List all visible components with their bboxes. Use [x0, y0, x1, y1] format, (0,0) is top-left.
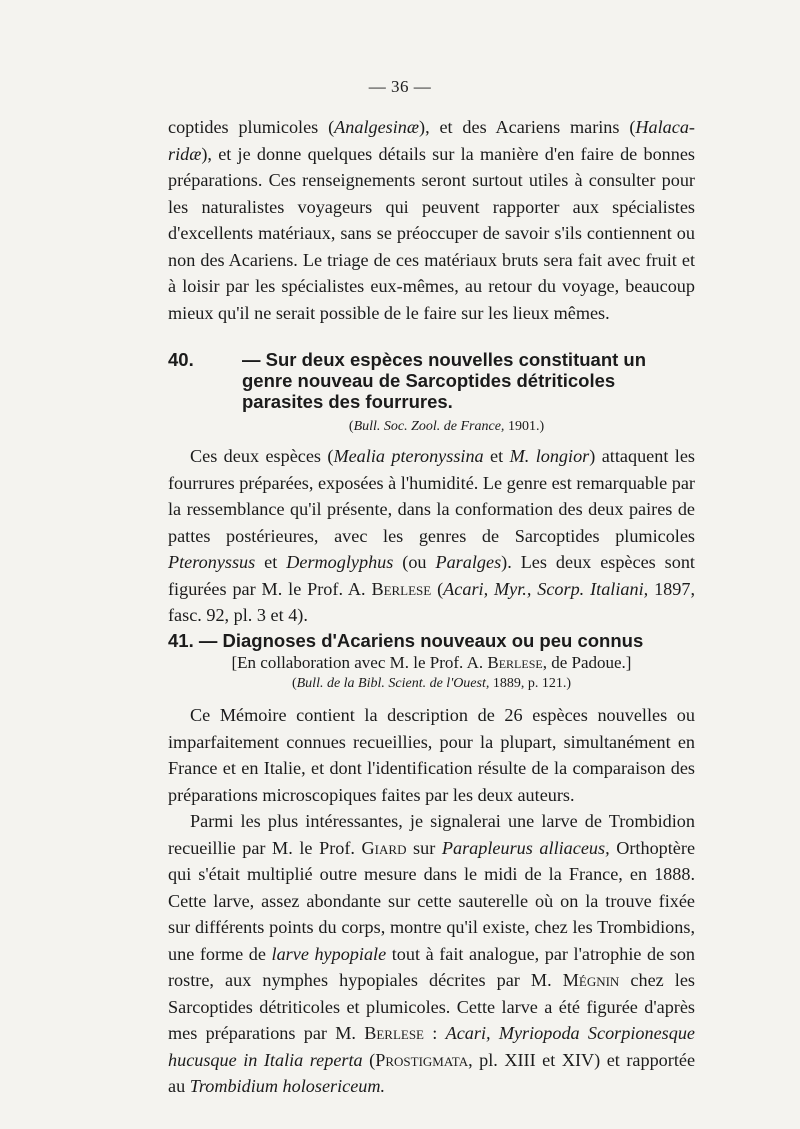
text-run: ) attaquent les fourrures préparées, exposées à l'humidité. Le genre est remarquable par la ressemblance qu'il présente, dans la conformation des deux paires de pattes postérieures, avec les genres de Sarcoptides plumicoles [168, 446, 695, 546]
italic-run: Pteronyssus [168, 552, 256, 572]
text-run: ), et des Acariens marins ( [419, 117, 636, 137]
text-run: [En collaboration avec M. le Prof. A. [231, 653, 488, 672]
section-40-heading [168, 349, 695, 412]
text-run: ), et je donne quelques détails sur la manière d'en faire de bonnes préparations. Ces renseignements seront surtout utiles à consulter pour les naturalistes voyageurs qui peuvent rapporter aux spécialistes d'excellents matériaux, sans se préoccuper de savoir s'ils contiennent ou non des Acariens. Le triage de ces matériaux bruts sera fait avec fruit et à loisir par les spécialistes eux-mêmes, au retour du voyage, beaucoup mieux qu'il ne serait possible de le faire sur les lieux mêmes. [168, 143, 695, 323]
section-number: 41. [168, 630, 194, 651]
text-run: (ou [393, 552, 436, 572]
text-run: Orthoptère qui s'était multiplié outre mesure dans le midi de la France, en 1888. Cette larve, assez abondante sur cette sauterelle où on la trouve fixée sur différents points du corps, montre qu'il existe, chez les Trombidions, une forme de [168, 837, 696, 964]
text-run: : [424, 1023, 446, 1043]
section-40 [168, 349, 695, 629]
text-run: , de Padoue.] [542, 653, 632, 672]
text-run: ( [431, 578, 444, 599]
italic-run: Acari, Myr., Scorp. Italiani, [443, 578, 649, 599]
text-run: ( [362, 1049, 376, 1070]
italic-run: Mealia pteronyssina [333, 446, 484, 466]
small-caps-run: Berlese [364, 1023, 424, 1043]
small-caps-run: Prostigmata [375, 1049, 469, 1070]
section-41-citation [168, 675, 695, 693]
section-number: 40. [168, 349, 194, 370]
text-run: tout à fait analogue, par l'atrophie de son rostre, aux nymphes hypopiales décrites par M. [168, 943, 696, 990]
text-run: Parmi les plus intéressantes, je signalerai une larve de Trombidion recueillie par M. le Prof. [168, 811, 695, 858]
italic-run: Trombidium holosericeum. [189, 1076, 386, 1096]
italic-run: Halaca-ridæ [168, 117, 695, 164]
text-run: Ces deux espèces ( [190, 446, 334, 466]
section-41-paragraph-1: Ce Mémoire contient la description de 26 espèces nouvelles ou imparfaitement connues recueillies, pour la plupart, simultanément en France et en Italie, et dont l'identification résulte de la comparaison des préparations microscopiques faites par les deux auteurs. [168, 705, 695, 805]
italic-run: Parapleurus alliaceus, [441, 837, 610, 858]
text-run: 1901.) [504, 419, 545, 434]
italic-run: Analgesinæ [334, 117, 420, 137]
text-run: chez les Sarcoptides détriticoles et plumicoles. Cette larve a été figurée d'après mes préparations par M. [168, 970, 695, 1043]
text-run: et [483, 446, 510, 466]
italic-run: Paralges [435, 552, 502, 572]
intro-paragraph [168, 114, 695, 326]
small-caps-run: Berlese [487, 653, 543, 672]
section-41-collaboration [168, 653, 695, 673]
text-run: ( [291, 676, 297, 691]
text-run: ). Les deux espèces sont figurées par M. le Prof. A. [168, 552, 695, 599]
section-41-paragraph-2 [168, 808, 695, 1100]
text-run: et [255, 552, 287, 572]
section-41-heading [168, 630, 695, 651]
section-title: — Sur deux espèces nouvelles constituant un genre nouveau de Sarcoptides détriticoles parasites des fourrures. [242, 349, 647, 412]
text-run: ( [348, 419, 354, 434]
section-40-citation [168, 418, 695, 436]
page-number: — 36 — [368, 77, 432, 96]
section-title: — Diagnoses d'Acariens nouveaux ou peu connus [198, 630, 644, 651]
italic-run: larve hypopiale [271, 943, 387, 964]
italic-run: Bull. Soc. Zool. de France, [353, 419, 505, 434]
small-caps-run: Giard [361, 837, 407, 858]
section-40-body [168, 443, 695, 629]
italic-run: Bull. de la Bibl. Scient. de l'Ouest, [296, 676, 490, 691]
section-41 [168, 630, 695, 1100]
italic-run: Acari, Myriopoda Scorpionesque hucusque in Italia reperta [168, 1023, 695, 1070]
small-caps-run: Berlese [371, 578, 432, 599]
text-run: sur [406, 837, 442, 858]
text-run: coptides plumicoles ( [168, 117, 335, 137]
text-run: , pl. XIII et XIV) et rapportée au [168, 1049, 696, 1096]
small-caps-run: Mégnin [562, 970, 620, 990]
text-run: 1889, p. 121.) [489, 676, 572, 691]
text-run: 1897, fasc. 92, pl. 3 et 4). [168, 578, 695, 625]
italic-run: Dermoglyphus [286, 552, 394, 572]
italic-run: M. longior [509, 446, 590, 466]
intro-paragraph-block [168, 114, 695, 326]
